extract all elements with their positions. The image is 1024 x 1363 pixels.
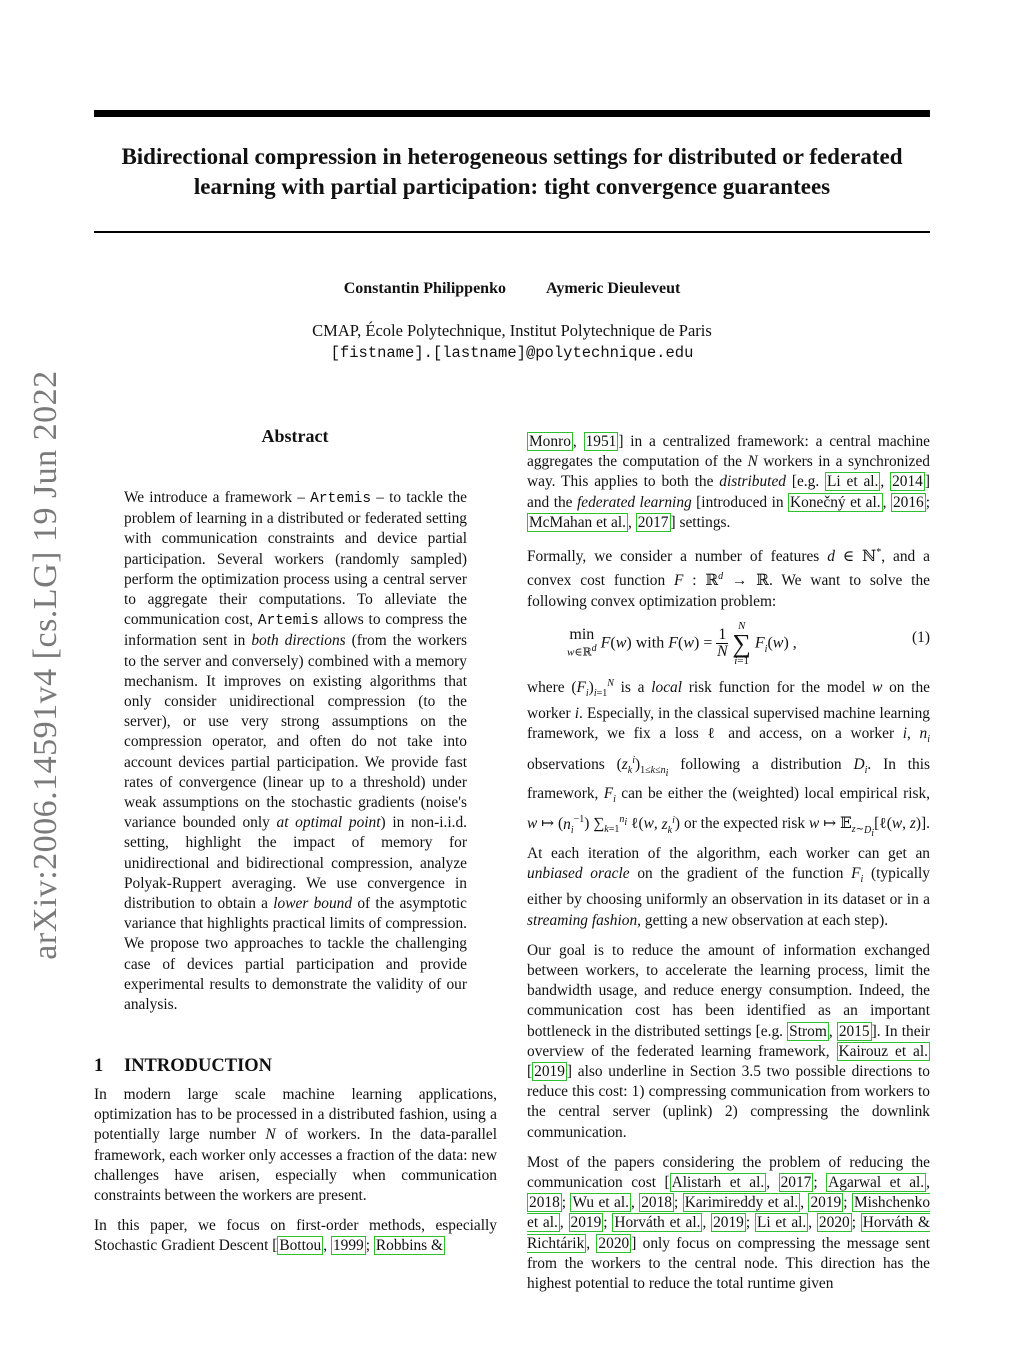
citation-link[interactable]: 1999 <box>332 1237 364 1255</box>
citation-link[interactable]: 2020 <box>818 1214 850 1232</box>
abstract-body: We introduce a framework – Artemis – to tackle the problem of learning in a distributed or federated setting with communication constraints and device partial participation. Several workers (randomly sampled) perform the optimization process using a central server to aggregate their computations. To alleviate the communication cost, Artemis allows to compress the information sent in both directions (from the workers to the server and conversely) combined with a memory mechanism. It improves on existing algorithms that only consider unidirectional compression (to the server), or use very strong assumptions on the compression operator, and often do not take into account devices partial participation. We provide fast rates of convergence (linear up to a threshold) under weak assumptions on the stochastic gradients (noise's variance bounded only at optimal point) in non-i.i.d. setting, highlight the impact of memory for unidirectional and bidirectional compression, analyze Polyak-Ruppert averaging. We use convergence in distribution to obtain a lower bound of the asymptotic variance that highlights practical limits of compression. We propose two approaches to tackle the challenging case of devices partial participation and provide experimental results to demonstrate the validity of our analysis. <box>124 489 468 1014</box>
citation-link[interactable]: 2017 <box>780 1173 812 1191</box>
citation-link[interactable]: McMahan et al. <box>529 513 627 531</box>
citation-link[interactable]: Horváth et al. <box>614 1214 701 1232</box>
citation-link[interactable]: Kairouz et al. <box>838 1042 928 1060</box>
abstract-heading: Abstract <box>261 426 329 446</box>
citation-link[interactable]: Robbins & <box>375 1237 443 1255</box>
citation-link[interactable]: 2019 <box>570 1214 602 1232</box>
arxiv-identifier: arXiv:2006.14591v4 [cs.LG] 19 Jun 2022 <box>27 370 64 960</box>
artemis-name: Artemis <box>257 613 319 630</box>
citation-link[interactable]: Li et al. <box>827 473 879 491</box>
citation-link[interactable]: Wu et al. <box>572 1194 629 1212</box>
citation-link[interactable]: 1951 <box>585 433 617 450</box>
citation-link[interactable]: Alistarh et al. <box>671 1173 765 1191</box>
citation-link[interactable]: Agarwal et al. <box>828 1173 925 1191</box>
citation-link[interactable]: 2014 <box>892 473 923 491</box>
citation-link[interactable]: 2018 <box>529 1194 560 1212</box>
paragraph: In this paper, we focus on first-order methods, especially Stochastic Gradient Descent [ Bottou , 1999 ; Robbins & <box>94 1217 497 1255</box>
artemis-name: Artemis <box>310 491 372 507</box>
arxiv-sidebar <box>0 0 80 1363</box>
title-top-rule <box>94 110 930 117</box>
citation-link[interactable]: 2017 <box>637 513 669 531</box>
equation-1 <box>527 614 930 666</box>
right-column <box>527 432 930 1304</box>
paragraph: Formally, we consider a number of features d ∈ ℕ*, and a convex cost function F : ℝ$^d$ → ℝ. We want to solve the following convex optimization problem: <box>527 547 930 610</box>
author-email: [fistname].[lastname]@polytechnique.edu <box>330 344 694 362</box>
paragraph: Most of the papers considering the problem of reducing the communication cost [ Alistarh et al. , 2017 ; Agarwal et al. , 2018 ; Wu et al. , 2018 ; Karimireddy et al. , 2019 ; Mishchenko et al. , 2019 ; Horváth et al. , 2019 ; Li et al. , 2020 ; Horváth & Richtárik , 2020 ] only focus on compressing the message sent from the workers to the central node. This direction has the highest potential to reduce the total runtime given <box>527 1153 931 1292</box>
citation-link[interactable]: 2015 <box>838 1022 870 1040</box>
citation-link[interactable]: 2016 <box>892 493 924 511</box>
author-name: Aymeric Dieuleveut <box>545 280 681 297</box>
title-line-1: Bidirectional compression in heterogeneous settings for distributed or federated <box>121 144 903 169</box>
author-list <box>0 280 1024 298</box>
citation-link[interactable]: Li et al. <box>756 1214 807 1232</box>
citation-link[interactable]: Mishchenko et al. <box>527 1194 931 1232</box>
citation-link[interactable]: 2020 <box>598 1234 630 1252</box>
section-heading-introduction: 1 INTRODUCTION <box>94 1056 273 1076</box>
citation-link[interactable]: Konečný et al. <box>790 493 881 511</box>
paragraph: In modern large scale machine learning applications, optimization has to be processed in a distributed fashion, using a potentially large number N of workers. In the data-parallel framework, each worker only accesses a fraction of the data: new challenges have arisen, especially when communication constraints between the workers are present. <box>94 1086 497 1205</box>
citation-link[interactable]: Monro <box>529 433 571 450</box>
citation-link[interactable]: 2019 <box>534 1062 565 1080</box>
paragraph: Our goal is to reduce the amount of information exchanged between workers, to accelerate the learning process, limit the bandwidth usage, and reduce energy consumption. Indeed, the communication cost has been identified as an important bottleneck in the distributed settings [e.g. Strom , 2015 ]. In their overview of the federated learning framework, Kairouz et al. [ 2019 ] also underline in Section 3.5 two possible directions to reduce this cost: 1) compressing communication from workers to the central server (uplink) 2) compressing the downlink communication. <box>527 941 930 1141</box>
equation-number: (1) <box>912 628 930 646</box>
paragraph: where $(F_i)_{i=1}^N$ is a local risk function for the model w on the worker i. Especially, in the classical supervised machine learning framework, we fix a loss ℓ and access, on a worker i, $n_i$ observations $(z_k^i)_{1\le k\le n_i}$ following a distribution $D_i$. In this framework, $F_i$ can be either the (weighted) local empirical risk, w ↦ $(n_i^{-1})$ $\sum_{k=1}^{n_i}$ ℓ(w, $z_k^i$) or the expected risk w ↦ 𝔼$_{z\sim D_i}$[ℓ(w, z)]. At each iteration of the algorithm, each worker can get an unbiased oracle on the gradient of the function $F_i$ (typically either by choosing uniformly an observation in its dataset or in a streaming fashion, getting a new observation at each step). <box>527 677 931 929</box>
citation-link[interactable]: Strom <box>789 1022 827 1040</box>
left-column <box>94 1085 497 1267</box>
title-line-2: learning with partial participation: tight convergence guarantees <box>193 174 831 199</box>
citation-link[interactable]: Bottou <box>279 1237 322 1255</box>
equation-body: min w∈ℝ$^d$ F(w) with F(w) = $\frac{1}{N}$ N ∑ i=1 $F_i(w)$ , <box>567 619 797 667</box>
paragraph: Monro , 1951 ] in a centralized framework: a central machine aggregates the computation of the N workers in a synchronized way. This applies to both the distributed [e.g. Li et al. , 2014 ] and the federated learning [introduced in Konečný et al. , 2016 ; McMahan et al. , 2017 ] settings. <box>527 433 931 531</box>
citation-link[interactable]: Horváth & Richtárik <box>527 1214 930 1252</box>
paper-title <box>94 142 930 202</box>
title-bottom-rule <box>94 231 930 233</box>
author-name: Constantin Philippenko <box>343 280 506 297</box>
citation-link[interactable]: Karimireddy et al. <box>684 1194 799 1212</box>
citation-link[interactable]: 2019 <box>810 1194 842 1212</box>
citation-link[interactable]: 2019 <box>713 1214 744 1232</box>
citation-link[interactable]: 2018 <box>641 1194 672 1212</box>
affiliation: CMAP, École Polytechnique, Institut Polytechnique de Paris <box>312 321 712 340</box>
